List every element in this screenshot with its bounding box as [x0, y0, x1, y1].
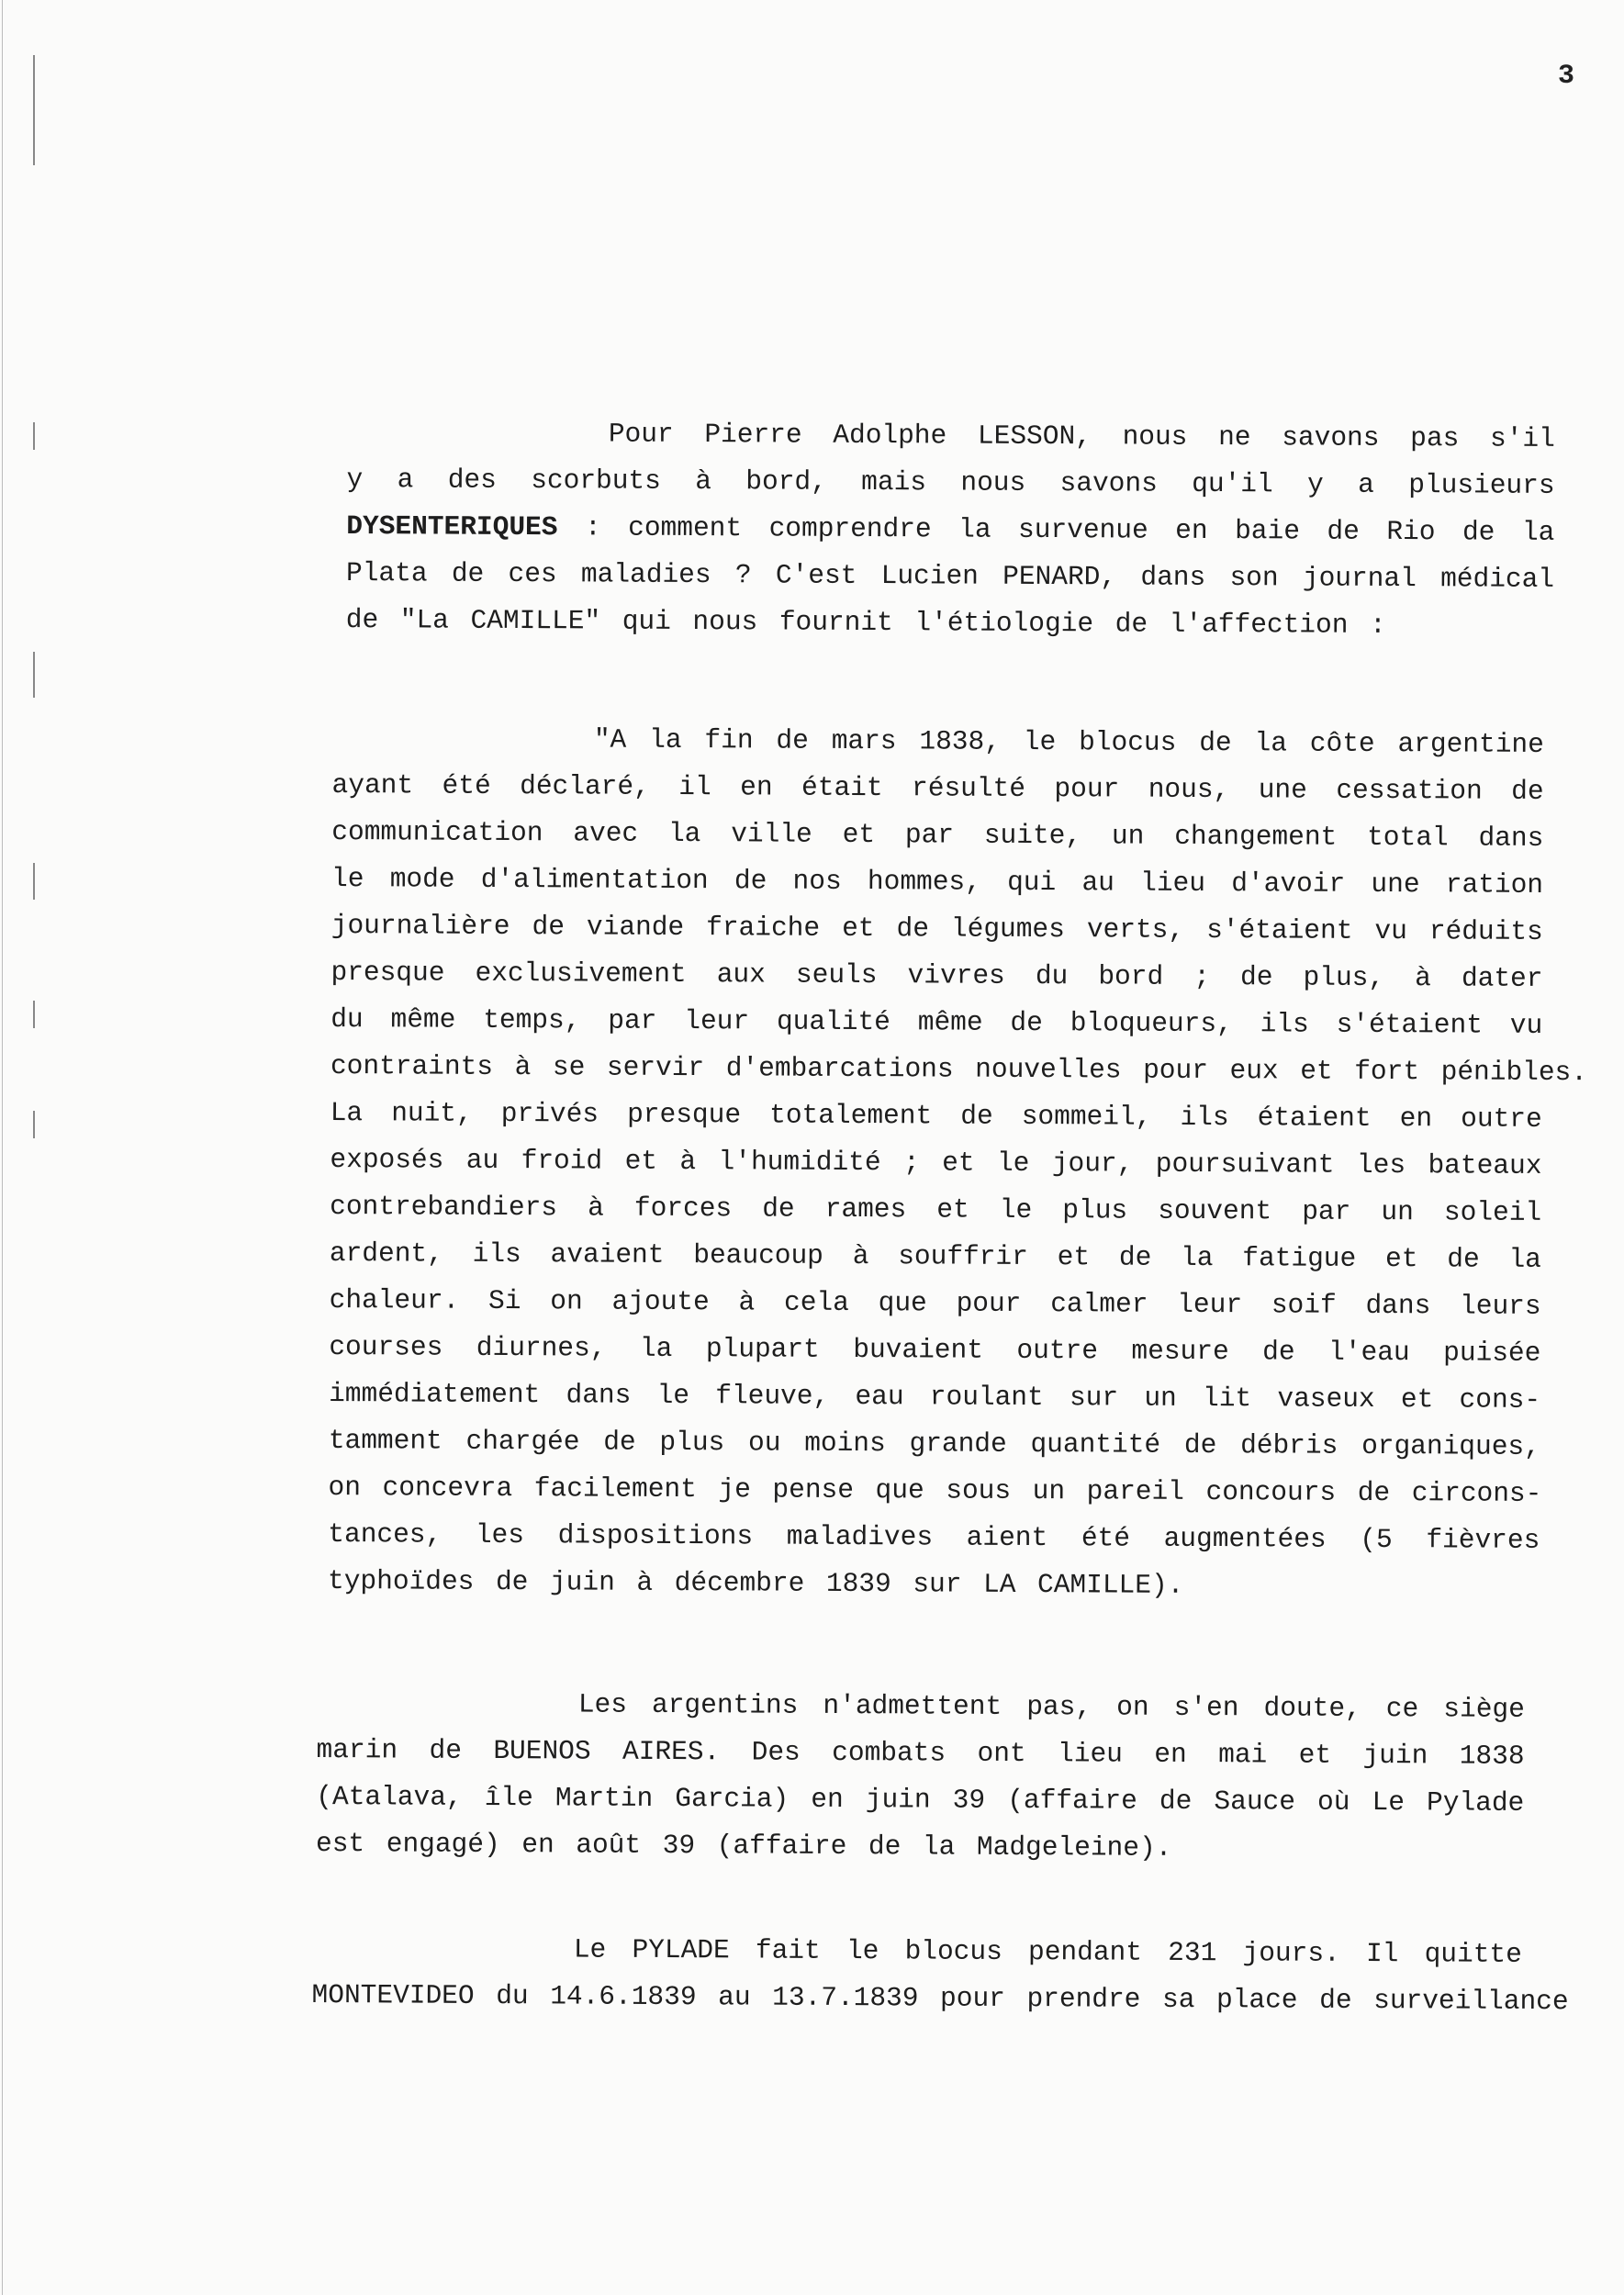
text-line: contraints à se servir d'embarcations nouvelles pour eux et fort pénibles. [330, 1049, 1588, 1089]
text-line: La nuit, privés presque totalement de sommeil, ils étaient en outre [330, 1096, 1542, 1135]
text-line: MONTEVIDEO du 14.6.1839 au 13.7.1839 pour prendre sa place de surveillance [311, 1978, 1569, 2018]
text-line: y a des scorbuts à bord, mais nous savons qu'il y a plusieurs [346, 463, 1555, 501]
text-line: du même temps, par leur qualité même de bloqueurs, ils s'étaient vu [330, 1002, 1543, 1041]
text-line: communication avec la ville et par suite, un changement total dans [331, 815, 1544, 854]
text-line: ayant été déclaré, il en était résulté pour nous, une cessation de [331, 768, 1544, 807]
text-line: on concevra facilement je pense que sous un pareil concours de circons- [328, 1471, 1542, 1509]
margin-scan-mark [33, 422, 35, 450]
text-line: de "La CAMILLE" qui nous fournit l'étiologie de l'affection : [345, 603, 1386, 641]
text-line: Pour Pierre Adolphe LESSON, nous ne savons pas s'il [608, 418, 1555, 454]
paragraph-quotation [327, 715, 1588, 1611]
text-line: presque exclusivement aux seuls vivres du bord ; de plus, à dater [330, 956, 1543, 994]
text-line: Les argentins n'admettent pas, on s'en doute, ce siège [577, 1688, 1525, 1725]
text-line: (Atalava, île Martin Garcia) en juin 39 (affaire de Sauce où Le Pylade [316, 1780, 1525, 1819]
text-line: Plata de ces maladies ? C'est Lucien PENARD, dans son journal médical [345, 556, 1555, 595]
text-bold: DYSENTERIQUES [346, 509, 558, 543]
text-line: tamment chargée de plus ou moins grande quantité de débris organiques, [328, 1424, 1540, 1462]
text-line: "A la fin de mars 1838, le blocus de la côte argentine [593, 723, 1544, 760]
margin-scan-mark [33, 1001, 35, 1028]
margin-scan-mark [2, 0, 3, 2295]
text-line: marin de BUENOS AIRES. Des combats ont lieu en mai et juin 1838 [316, 1733, 1525, 1772]
text-line: typhoïdes de juin à décembre 1839 sur LA CAMILLE). [327, 1564, 1184, 1601]
text-line: immédiatement dans le fleuve, eau roulant sur un lit vaseux et cons- [329, 1377, 1541, 1416]
page-number: 3 [1558, 61, 1575, 92]
text-line: exposés au froid et à l'humidité ; et le jour, poursuivant les bateaux [330, 1143, 1542, 1181]
paragraph-blocus [311, 1925, 1569, 2025]
text-line: contrebandiers à forces de rames et le plus souvent par un soleil [330, 1190, 1542, 1228]
margin-scan-mark [33, 652, 35, 698]
text-line: journalière de viande fraiche et de légumes verts, s'étaient vu réduits [330, 909, 1543, 947]
text-line: chaleur. Si on ajoute à cela que pour calmer leur soif dans leurs [329, 1283, 1541, 1322]
paragraph-intro [346, 409, 1555, 650]
text-line: ardent, ils avaient beaucoup à souffrir et de la fatigue et de la [329, 1237, 1542, 1275]
text-line: courses diurnes, la plupart buvaient outre mesure de l'eau puisée [329, 1330, 1541, 1369]
margin-scan-mark [33, 55, 35, 165]
text-line: le mode d'alimentation de nos hommes, qui au lieu d'avoir une ration [330, 862, 1544, 901]
text-line: DYSENTERIQUES : comment comprendre la survenue en baie de Rio de la [346, 509, 1555, 548]
text-line: tances, les dispositions maladives aient été augmentées (5 fièvres [328, 1517, 1540, 1556]
text-line: est engagé) en août 39 (affaire de la Madgeleine). [315, 1827, 1172, 1864]
paragraph-combats [316, 1680, 1525, 1874]
margin-scan-mark [33, 863, 35, 900]
margin-scan-mark [33, 1111, 35, 1138]
text-line: Le PYLADE fait le blocus pendant 231 jours. Il quitte [573, 1933, 1522, 1970]
